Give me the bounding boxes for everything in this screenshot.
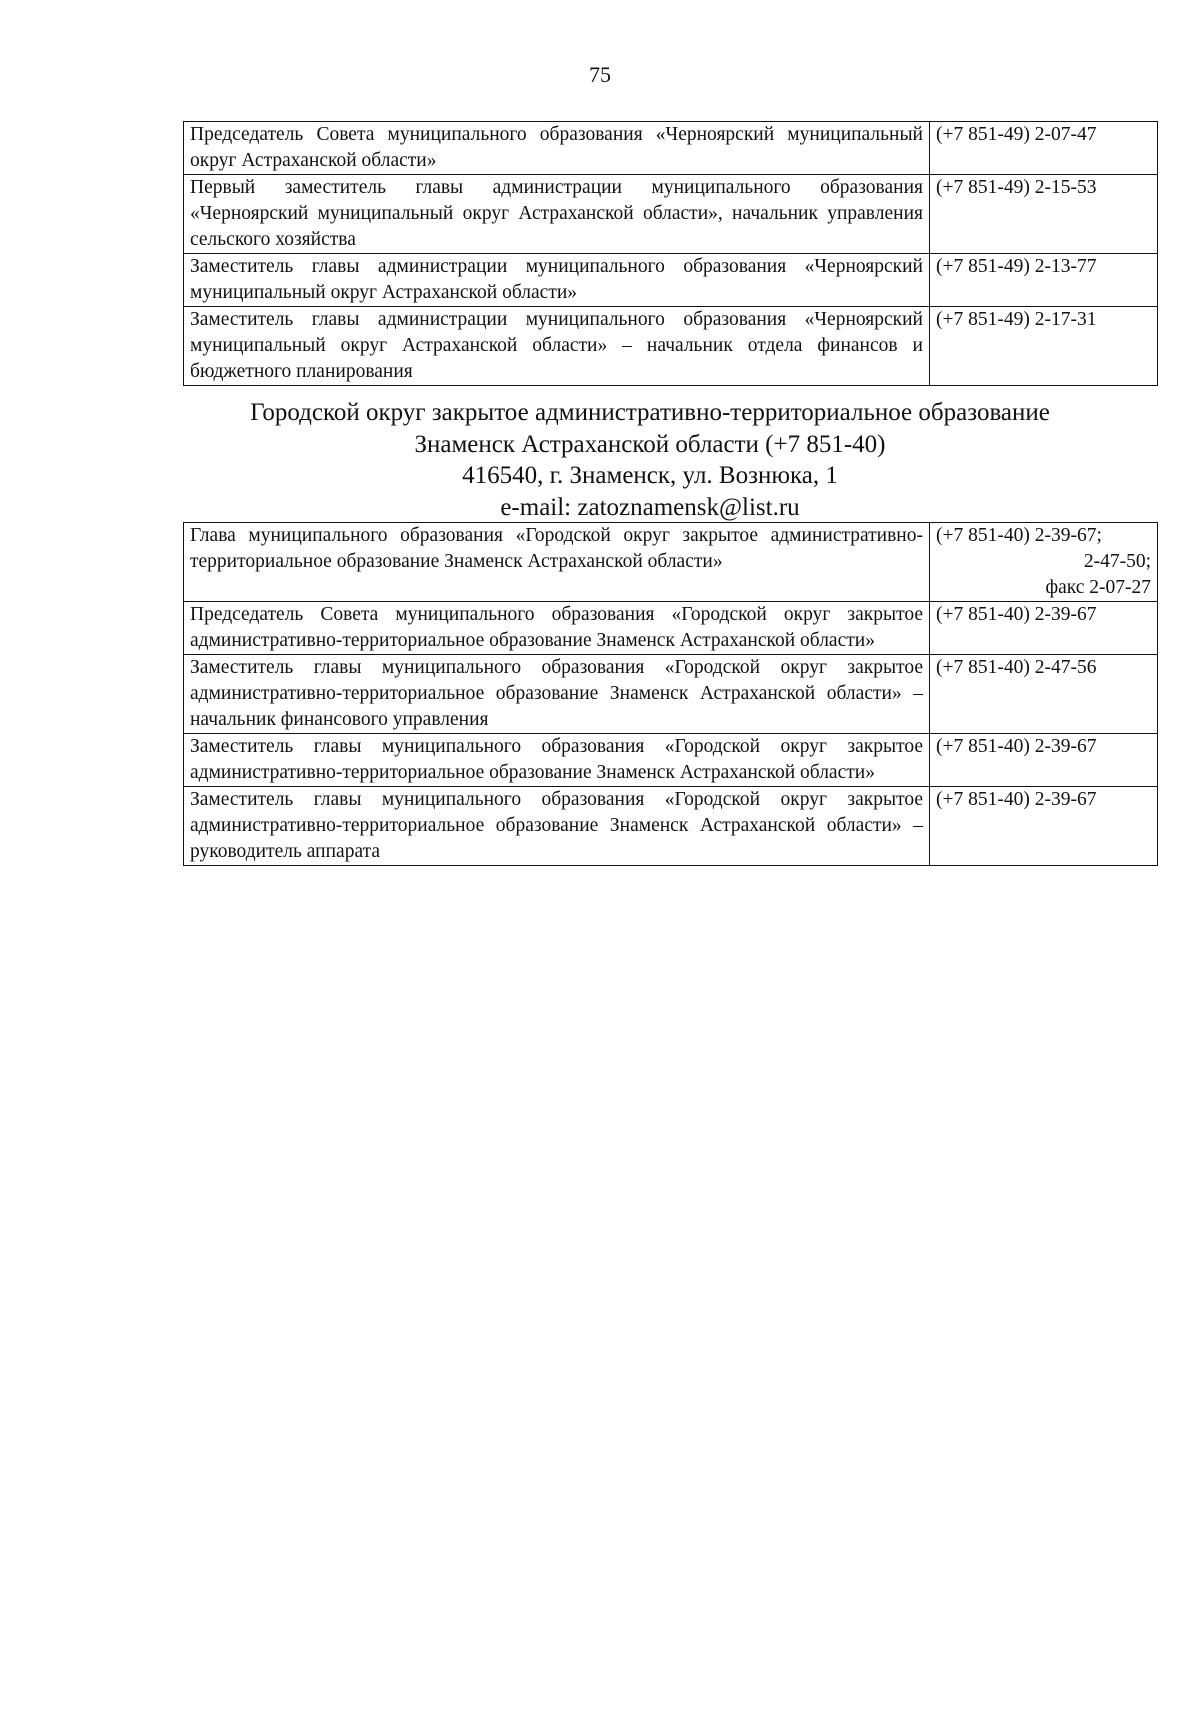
position-cell: Заместитель главы муниципального образования «Городской округ закрытое административно-территориальное образование Знаменск Астраханской области» – руководитель аппарата (184, 787, 930, 866)
phone-number: (+7 851-49) 2-13-77 (936, 256, 1097, 277)
position-cell: Первый заместитель главы администрации муниципального образования «Черноярский муниципальный округ Астраханской области», начальник управления сельского хозяйства (184, 175, 930, 254)
phone-cell (930, 523, 1158, 602)
phone-number: (+7 851-40) 2-39-67 (936, 789, 1097, 810)
phone-number: (+7 851-49) 2-17-31 (936, 309, 1097, 330)
phone-number: 2-47-50; (1083, 551, 1151, 572)
phone-number: (+7 851-40) 2-39-67 (936, 604, 1097, 625)
position-cell: Заместитель главы муниципального образования «Городской округ закрытое административно-территориальное образование Знаменск Астраханской области» (184, 734, 930, 787)
phone-cell (930, 655, 1158, 734)
table-row (184, 254, 1158, 307)
position-cell: Глава муниципального образования «Городской округ закрытое административно-территориальное образование Знаменск Астраханской области» (184, 523, 930, 602)
position-cell: Председатель Совета муниципального образования «Городской округ закрытое административно-территориальное образование Знаменск Астраханской области» (184, 602, 930, 655)
phone-number: (+7 851-40) 2-47-56 (936, 657, 1097, 678)
section-address: 416540, г. Знаменск, ул. Вознюка, 1 (462, 462, 838, 489)
phone-number: (+7 851-40) 2-39-67 (936, 736, 1097, 757)
table-row (184, 307, 1158, 386)
table-row (184, 175, 1158, 254)
section-email: e-mail: zatoznamensk@list.ru (500, 493, 800, 521)
phone-number: (+7 851-40) 2-39-67; (936, 525, 1102, 546)
phone-cell (930, 787, 1158, 866)
phone-cell (930, 122, 1158, 175)
contacts-table-chernoyarsky (183, 121, 1158, 386)
table-row (184, 523, 1158, 602)
phone-cell (930, 602, 1158, 655)
phone-cell (930, 307, 1158, 386)
table-row (184, 122, 1158, 175)
table-row (184, 734, 1158, 787)
phone-cell (930, 254, 1158, 307)
section-header-znamensk (0, 397, 1200, 523)
section-title-line-1: Городской округ закрытое административно-территориальное образование (250, 399, 1050, 426)
section-title-line-2: Знаменск Астраханской области (+7 851-40) (414, 430, 886, 458)
table-row (184, 787, 1158, 866)
phone-number: (+7 851-49) 2-07-47 (936, 124, 1097, 145)
position-cell: Заместитель главы администрации муниципального образования «Черноярский муниципальный округ Астраханской области» (184, 254, 930, 307)
table-row (184, 655, 1158, 734)
position-cell: Заместитель главы администрации муниципального образования «Черноярский муниципальный округ Астраханской области» – начальник отдела финансов и бюджетного планирования (184, 307, 930, 386)
phone-cell (930, 734, 1158, 787)
phone-number: (+7 851-49) 2-15-53 (936, 177, 1097, 198)
position-cell: Заместитель главы муниципального образования «Городской округ закрытое административно-территориальное образование Знаменск Астраханской области» – начальник финансового управления (184, 655, 930, 734)
fax-number: факс 2-07-27 (1045, 577, 1151, 598)
phone-cell (930, 175, 1158, 254)
page-number: 75 (589, 62, 611, 87)
position-cell: Председатель Совета муниципального образования «Черноярский муниципальный округ Астраханской области» (184, 122, 930, 175)
table-row (184, 602, 1158, 655)
contacts-table-znamensk (183, 522, 1158, 866)
